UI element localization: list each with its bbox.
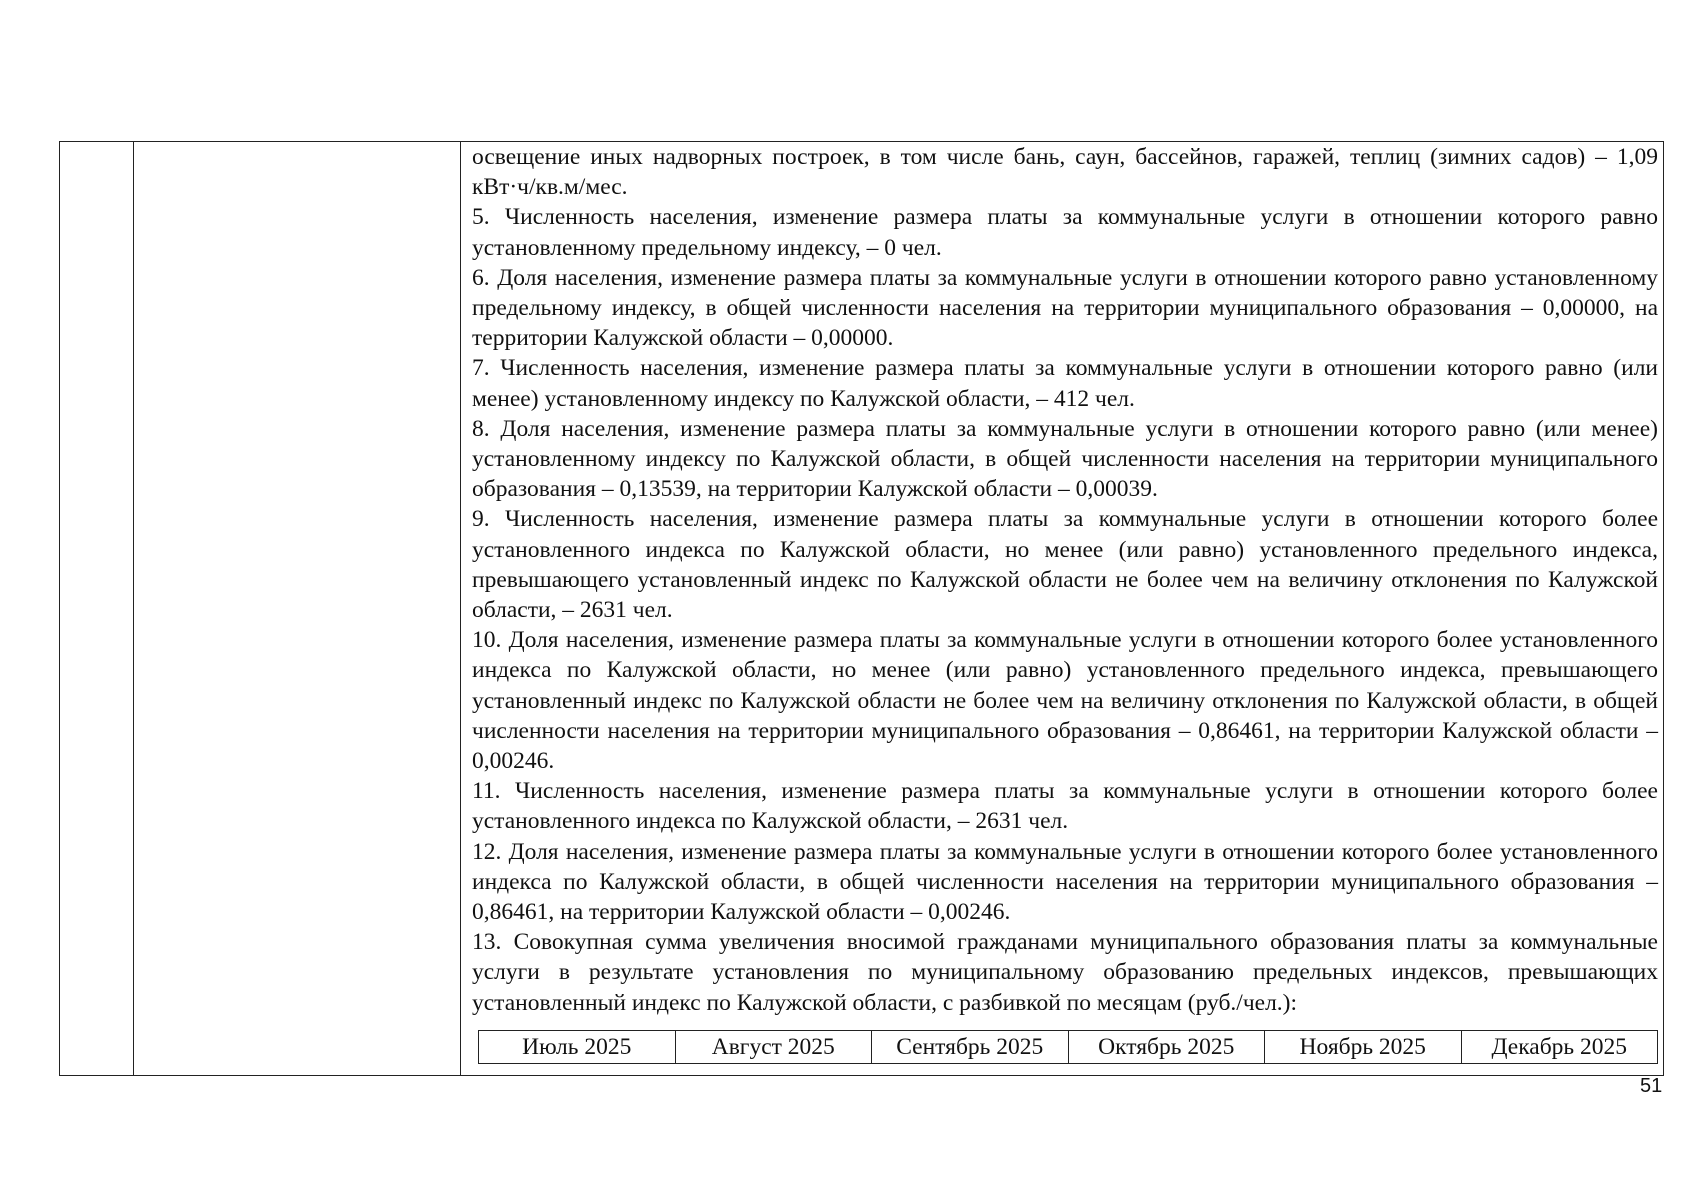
paragraph-continuation: освещение иных надворных построек, в том числе бань, саун, бассейнов, гаражей, теплиц (зимних садов) – 1,09 кВт·ч/кв.м/мес. bbox=[472, 144, 1658, 201]
paragraph-item-7: 7. Численность населения, изменение размера платы за коммунальные услуги в отношении которого равно (или менее) установленному индексу по Калужской области, – 412 чел. bbox=[472, 355, 1658, 412]
paragraph-item-5: 5. Численность населения, изменение размера платы за коммунальные услуги в отношении которого равно установленному предельному индексу, – 0 чел. bbox=[472, 204, 1658, 261]
month-header-cell: Октябрь 2025 bbox=[1068, 1031, 1265, 1064]
document-table bbox=[59, 141, 1664, 1076]
paragraph-item-8: 8. Доля населения, изменение размера платы за коммунальные услуги в отношении которого равно (или менее) установленному индексу по Калужской области, в общей численности населения на территории муниципального образования – 0,13539, на территории Калужской области – 0,00039. bbox=[472, 415, 1658, 503]
paragraph-item-12: 12. Доля населения, изменение размера платы за коммунальные услуги в отношении которого более установленного индекса по Калужской области, в общей численности населения на территории муниципального образования – 0,86461, на территории Калужской области – 0,00246. bbox=[472, 838, 1658, 926]
months-header-row bbox=[479, 1031, 1658, 1064]
month-header-cell: Август 2025 bbox=[675, 1031, 872, 1064]
months-table bbox=[478, 1030, 1658, 1064]
paragraph-item-10: 10. Доля населения, изменение размера платы за коммунальные услуги в отношении которого более установленного индекса по Калужской области, но менее (или равно) установленного предельного индекса, превышающего установленный индекс по Калужской области не более чем на величину отклонения по Калужской области, в общей численности населения на территории муниципального образования – 0,86461, на территории Калужской области – 0,00246. bbox=[472, 627, 1658, 775]
month-header-cell: Сентябрь 2025 bbox=[872, 1031, 1069, 1064]
column-divider bbox=[133, 142, 134, 1075]
month-header-cell: Декабрь 2025 bbox=[1461, 1031, 1658, 1064]
paragraph-item-9: 9. Численность населения, изменение размера платы за коммунальные услуги в отношении которого более установленного индекса по Калужской области, но менее (или равно) установленного предельного индекса, превышающего установленный индекс по Калужской области не более чем на величину отклонения по Калужской области, – 2631 чел. bbox=[472, 506, 1658, 624]
column-divider bbox=[460, 142, 461, 1075]
paragraph-item-11: 11. Численность населения, изменение размера платы за коммунальные услуги в отношении которого более установленного индекса по Калужской области, – 2631 чел. bbox=[472, 778, 1658, 835]
page-number: 51 bbox=[1640, 1075, 1663, 1097]
month-header-cell: Ноябрь 2025 bbox=[1265, 1031, 1462, 1064]
content-cell bbox=[472, 142, 1658, 1018]
paragraph-item-6: 6. Доля населения, изменение размера платы за коммунальные услуги в отношении которого равно установленному предельному индексу, в общей численности населения на территории муниципального образования – 0,00000, на территории Калужской области – 0,00000. bbox=[472, 264, 1658, 352]
paragraph-item-13: 13. Совокупная сумма увеличения вносимой гражданами муниципального образования платы за коммунальные услуги в результате установления по муниципальному образованию предельных индексов, превышающих установленный индекс по Калужской области, с разбивкой по месяцам (руб./чел.): bbox=[472, 929, 1658, 1016]
month-header-cell: Июль 2025 bbox=[479, 1031, 676, 1064]
